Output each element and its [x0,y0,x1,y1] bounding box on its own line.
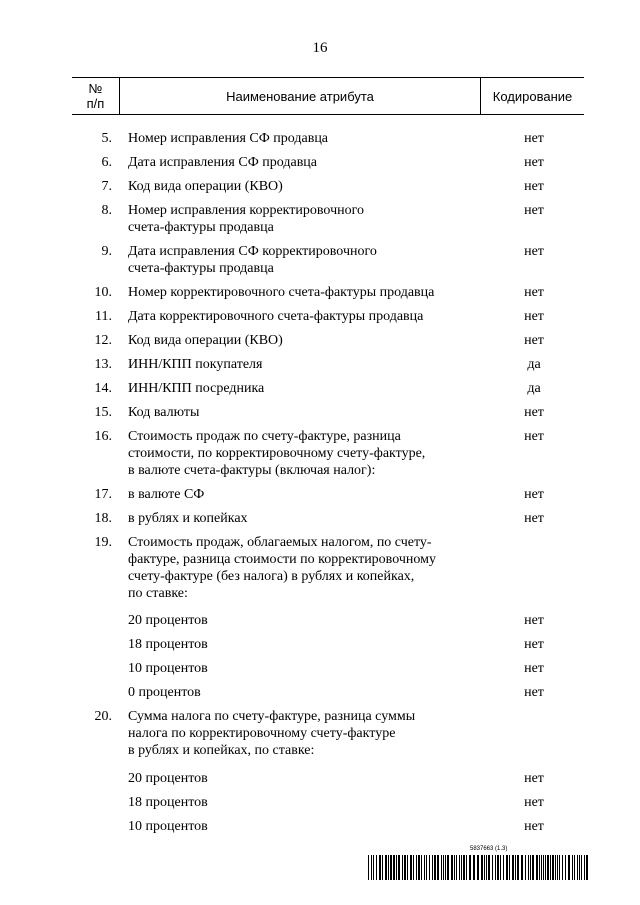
header-attribute-name: Наименование атрибута [120,78,481,114]
row-encoding [484,534,584,602]
row-number: 13. [94,356,112,372]
barcode-bar [376,855,377,880]
barcode-bar [565,855,566,880]
attribute-table-body [72,126,584,838]
table-row [72,328,584,352]
barcode-bar [437,855,439,880]
row-attribute-name: 20 процентов [128,770,208,786]
row-number: 17. [94,486,112,502]
row-number: 5. [101,130,112,146]
row-encoding: нет [524,202,544,218]
row-attribute-name: в рублях и копейках [128,510,248,526]
row-encoding: да [527,380,541,396]
barcode-bar [492,855,493,880]
barcode-bar [379,855,381,880]
barcode-bar [568,855,570,880]
barcode-bar [539,855,540,880]
barcode-bar [550,855,551,880]
row-attribute-name: Сумма налога по счету-фактуре, разница суммы налога по корректировочному счету-фактуре в рублях и копейках, по ставке: [128,709,416,758]
table-row [72,790,584,814]
row-attribute-name: Номер корректировочного счета-фактуры продавца [128,284,435,300]
barcode-bar [445,855,446,880]
table-row [72,530,584,605]
barcode-bar [495,855,496,880]
row-number: 19. [94,534,112,550]
table-row [72,763,584,791]
barcode-bar [426,855,427,880]
barcode-bar [463,855,465,880]
row-encoding: нет [524,308,544,324]
row-attribute-name: Стоимость продаж по счету-фактуре, разница стоимости, по корректировочному счету-фактуре, в валюте счета-фактуры (включая налог): [128,428,426,478]
barcode-bar [525,855,526,880]
table-row [72,376,584,400]
table-row [72,681,584,705]
barcode-bar [441,855,442,880]
barcode-bar [413,855,414,880]
row-encoding: нет [524,178,544,194]
barcode-bar [584,855,585,880]
table-row [72,633,584,657]
table-row [72,198,584,239]
barcode-bar [398,855,400,880]
barcode-bar [541,855,542,880]
row-encoding: нет [524,613,544,628]
row-encoding: нет [524,243,544,259]
barcode-bar [454,855,455,880]
table-row [72,657,584,681]
barcode-bar [388,855,389,880]
row-attribute-name: Номер исправления СФ продавца [128,130,329,146]
barcode-bar [503,855,504,880]
table-row [72,705,584,763]
row-encoding: нет [524,770,544,786]
row-number: 10. [94,284,112,300]
table-row [72,126,584,150]
barcode-bar [393,855,395,880]
row-attribute-name: Дата исправления СФ корректировочного счета-фактуры продавца [128,243,377,276]
row-encoding: да [527,356,541,372]
row-number: 12. [94,332,112,348]
row-encoding: нет [524,284,544,300]
row-attribute-name: в валюте СФ [128,486,205,502]
barcode-bar [396,855,397,880]
table-row [72,814,584,838]
barcode-bar [371,855,372,880]
page-number: 16 [312,40,328,56]
barcode-bar [432,855,433,880]
barcode-bar [429,855,430,880]
row-attribute-name: Дата корректировочного счета-фактуры продавца [128,308,424,324]
row-encoding: нет [524,332,544,348]
barcode-bar [532,855,534,880]
header-number: № п/п [72,78,120,114]
row-attribute-name: Стоимость продаж, облагаемых налогом, по счету- фактуре, разница стоимости по корректировочному счету-фактуре (без налога) в рублях и копейках, по ставке: [128,534,436,601]
barcode-bar [456,855,457,880]
barcode-bar [390,855,392,880]
barcode-bar [385,855,387,880]
barcode-bar [528,855,529,880]
barcode-bar [536,855,538,880]
barcode-bar [421,855,422,880]
table-header [72,77,584,115]
row-encoding: нет [524,637,544,652]
barcode-bar [547,855,549,880]
barcode-bar [477,855,479,880]
barcode-bar [402,855,403,880]
barcode-bar [418,855,420,880]
barcode-bar [488,855,490,880]
barcode-bar [461,855,462,880]
row-attribute-name: Код валюты [128,404,200,420]
row-number: 16. [94,428,112,444]
row-encoding: нет [524,486,544,502]
barcode-bar [497,855,499,880]
barcode-bar [416,855,417,880]
barcode-bar [486,855,487,880]
row-number: 9. [101,243,112,259]
row-number: 7. [101,178,112,194]
row-number: 14. [94,380,112,396]
row-number: 20. [94,709,112,724]
row-attribute-name: Код вида операции (КВО) [128,332,283,348]
table-row [72,605,584,633]
barcode-bar [521,855,523,880]
barcode-bar [577,855,578,880]
barcode-bar [552,855,554,880]
barcode-bar [562,855,563,880]
barcode-bar [555,855,556,880]
barcode-bar [500,855,501,880]
barcode-bar [579,855,580,880]
barcode-label: 5837663 (1.3) [470,846,508,852]
row-encoding: нет [524,510,544,526]
barcode-bar [443,855,444,880]
row-number: 15. [94,404,112,420]
table-row [72,482,584,506]
table-row [72,280,584,304]
barcode-bar [451,855,453,880]
row-number: 18. [94,510,112,526]
barcode-bar [434,855,436,880]
table-row [72,239,584,280]
barcode-bar [368,855,369,880]
barcode-bar [466,855,467,880]
row-encoding: нет [524,404,544,420]
barcode-bar [517,855,519,880]
barcode-bar [543,855,544,880]
barcode-bar [530,855,531,880]
row-attribute-name: ИНН/КПП посредника [128,380,265,396]
barcode-bar [574,855,575,880]
barcode-bar [424,855,425,880]
barcode-bar [404,855,406,880]
barcode-bar [373,855,374,880]
row-attribute-name: 10 процентов [128,818,208,834]
barcode-bar [506,855,508,880]
header-encoding: Кодирование [492,88,573,104]
table-row [72,150,584,174]
row-attribute-name: 10 процентов [128,661,208,676]
barcode-bar [572,855,573,880]
barcode-bar [559,855,560,880]
table-row [72,304,584,328]
table-row [72,400,584,424]
table-row [72,424,584,482]
barcode-bar [581,855,582,880]
barcode-bar [484,855,485,880]
table-row [72,174,584,198]
barcode-bar [410,855,412,880]
row-attribute-name: 0 процентов [128,685,201,700]
row-number: 11. [95,308,112,324]
barcode-bar [459,855,460,880]
row-encoding: нет [524,154,544,170]
barcode [368,855,590,880]
row-encoding: нет [524,794,544,810]
barcode-bar [509,855,510,880]
row-attribute-name: Дата исправления СФ продавца [128,154,318,170]
row-encoding: нет [524,130,544,146]
table-row [72,506,584,530]
row-encoding: нет [524,661,544,676]
barcode-bar [382,855,383,880]
row-encoding: нет [524,818,544,834]
barcode-bar [473,855,475,880]
row-attribute-name: 18 процентов [128,794,208,810]
row-attribute-name: Код вида операции (КВО) [128,178,283,194]
row-encoding: нет [524,685,544,700]
barcode-bar [407,855,408,880]
row-encoding [484,708,584,759]
row-attribute-name: ИНН/КПП покупателя [128,356,263,372]
barcode-bar [545,855,546,880]
barcode-bar [447,855,449,880]
row-number: 8. [101,202,112,218]
barcode-bar [481,855,483,880]
row-attribute-name: 18 процентов [128,637,208,652]
barcode-bar [515,855,516,880]
barcode-bar [586,855,588,880]
row-attribute-name: 20 процентов [128,613,208,628]
table-row [72,352,584,376]
barcode-bar [512,855,514,880]
row-attribute-name: Номер исправления корректировочного счета-фактуры продавца [128,202,364,235]
row-number: 6. [101,154,112,170]
row-encoding: нет [524,428,544,444]
barcode-bar [469,855,471,880]
barcode-bar [557,855,558,880]
